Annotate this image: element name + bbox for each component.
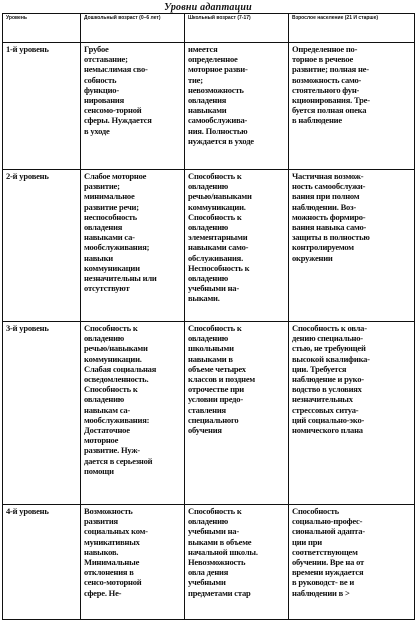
- header-adult: Взрослое население (21 И старше): [289, 14, 415, 43]
- school-cell: Способность к овладению школьными навыками в объеме четырех классов и позднем отрочестве при условии предо- ставления специального обучения: [185, 322, 289, 505]
- level-label: 4-й уровень: [3, 505, 81, 620]
- school-cell: Способность к овладению речью/навыками коммуникации. Способность к овладению элементарными навыками само- обслуживания. Неспособность к овладению учебными на- выками.: [185, 170, 289, 322]
- table-row: [3, 322, 415, 505]
- adult-cell: Определенное по- торное в речевое развитие; полная не- возможность само- стоятельного фун- кционирования. Тре- буется полная опека в наблюдение: [289, 43, 415, 170]
- table-row: [3, 505, 415, 620]
- table-row: [3, 170, 415, 322]
- table-row: [3, 43, 415, 170]
- preschool-cell: Грубое отставание; немыслимая сво- собность функцио- нирования сенсомо-торной сферы. Нуждается в уходе: [81, 43, 185, 170]
- preschool-cell: Способность к овладению речью/навыками коммуникации. Слабая социальная осведомленность. Способность к овладению навыкам са- мообслуживания: Достаточное моторное развитие. Нуж- дается в серьезной помощи: [81, 322, 185, 505]
- header-level: Уровень: [3, 14, 81, 43]
- table-header-row: [3, 14, 415, 43]
- level-label: 1-й уровень: [3, 43, 81, 170]
- adult-cell: Способность социально-профес- сиональной адапта- ции при соответствующем обучении. Вре на от времени нуждается в руководст- ве и наблюдении в >: [289, 505, 415, 620]
- preschool-cell: Слабое моторное развитие; минимальное развитие речи; неспособность овладения навыками са- мообслуживания; навыки коммуникации незначительны или отсутствуют: [81, 170, 185, 322]
- header-preschool: Дошкольный возраст (0–6 лет): [81, 14, 185, 43]
- preschool-cell: Возможность развития социальных ком- муникативных навыков. Минимальные отклонения в сенсо-моторной сфере. Не-: [81, 505, 185, 620]
- adult-cell: Частичная возмож- ность самообслужи- вания при полном наблюдении. Воз- можность формиро- вания навыка само- защиты в полностью контролируемом окружении: [289, 170, 415, 322]
- level-label: 3-й уровень: [3, 322, 81, 505]
- page-title: Уровни адаптации: [164, 2, 252, 13]
- school-cell: имеется определенное моторное разви- тие; невозможность овладения навыками самообслужива- ния. Полностью нуждается в уходе: [185, 43, 289, 170]
- adaptation-levels-table: [2, 13, 415, 620]
- school-cell: Способность к овладению учебными на- выками в объеме начальной школы. Невозможность овла дения учебными предметами стар: [185, 505, 289, 620]
- level-label: 2-й уровень: [3, 170, 81, 322]
- header-school: Школьный возраст (7-17): [185, 14, 289, 43]
- adult-cell: Способность к овла- дению специально- стью, не требующей высокой квалифика- ции. Требуется наблюдение и руко- водство в условиях незначительных стрессовых ситуа- ций социально-эко- номического плана: [289, 322, 415, 505]
